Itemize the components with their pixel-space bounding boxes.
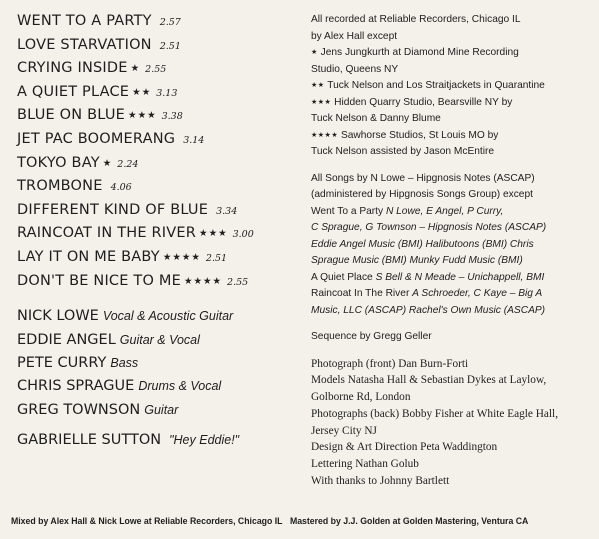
track-duration: 2.55	[145, 64, 167, 76]
recording-exception-1-cont: Studio, Queens NY	[311, 63, 399, 75]
track-12	[17, 270, 285, 294]
track-stars: ★	[130, 63, 141, 75]
musician-name: GABRIELLE SUTTON	[17, 432, 162, 449]
publishing-line: (administered by Hipgnosis Songs Group) except	[311, 189, 533, 200]
star-icon: ★★★	[311, 98, 332, 106]
musician-role: "Hey Eddie!"	[169, 433, 240, 448]
credit-line: Jersey City NJ	[311, 424, 377, 437]
credit-line: Photograph (front) Dan Burn-Forti	[311, 357, 469, 370]
publishing-line: C Sprague, G Townson – Hipgnosis Notes (ASCAP)	[311, 222, 547, 233]
credits-column	[311, 12, 593, 490]
track-duration: 3.00	[232, 229, 254, 241]
spacer	[311, 319, 593, 329]
musician-role: Vocal & Acoustic Guitar	[102, 309, 234, 324]
publishing-line: Eddie Angel Music (BMI) Halibutoons (BMI) Chris	[311, 238, 534, 250]
track-title: CRYING INSIDE	[17, 60, 128, 77]
publishing-line: Raincoat In The River A Schroeder, C Kaye – Big A	[311, 288, 543, 299]
recording-line: All recorded at Reliable Recorders, Chicago IL	[311, 14, 521, 25]
track-duration: 2.51	[159, 40, 181, 52]
track-duration: 2.51	[205, 252, 228, 264]
track-8	[17, 175, 285, 199]
recording-line: by Alex Hall except	[311, 30, 398, 42]
credit-line: Lettering Nathan Golub	[311, 458, 419, 471]
tracklist-column	[17, 10, 285, 452]
musician-name: PETE CURRY	[17, 354, 107, 371]
recording-exception-4-cont: Tuck Nelson assisted by Jason McEntire	[311, 146, 495, 157]
track-7	[17, 152, 285, 176]
track-11	[17, 246, 285, 270]
publishing-line: Sprague Music (BMI) Munky Fudd Music (BMI)	[311, 255, 523, 266]
track-title: LOVE STARVATION	[17, 36, 152, 53]
musician-name: NICK LOWE	[17, 308, 99, 325]
track-duration: 4.06	[110, 182, 132, 194]
mastered-credit: Mastered by J.J. Golden at Golden Mastering, Ventura CA	[289, 515, 529, 526]
track-stars: ★★★★	[183, 275, 223, 287]
musician-5	[17, 399, 285, 422]
track-stars: ★	[102, 157, 113, 169]
track-title: A QUIET PLACE	[17, 83, 130, 100]
track-duration: 3.38	[161, 111, 183, 123]
track-6	[17, 128, 285, 152]
footer-credits	[11, 515, 555, 526]
recording-exception-2: ★★ Tuck Nelson and Los Straitjackets in Quarantine	[311, 80, 545, 91]
track-title: WENT TO A PARTY	[17, 13, 152, 29]
track-duration: 3.34	[216, 205, 238, 217]
musician-role: Guitar & Vocal	[119, 332, 200, 347]
track-3	[17, 57, 285, 81]
track-title: TOKYO BAY	[17, 154, 100, 171]
track-2	[17, 34, 285, 58]
track-title: DIFFERENT KIND OF BLUE	[17, 201, 209, 218]
track-title: TROMBONE	[17, 178, 103, 195]
publishing-line: Music, LLC (ASCAP) Rachel's Own Music (ASCAP)	[311, 304, 546, 316]
track-stars: ★★★	[128, 110, 157, 122]
spacer	[311, 346, 593, 356]
track-duration: 2.55	[227, 276, 249, 288]
sequence-credit: Sequence by Gregg Geller	[311, 331, 432, 342]
track-duration: 2.57	[159, 17, 181, 28]
recording-exception-4: ★★★★ Sawhorse Studios, St Louis MO by	[311, 129, 499, 141]
musician-2	[17, 329, 285, 352]
track-9	[17, 199, 285, 223]
musician-role: Guitar	[144, 402, 179, 417]
credit-line: Models Natasha Hall & Sebastian Dykes at Laylow,	[311, 374, 547, 387]
musician-1	[17, 305, 285, 328]
track-duration: 2.24	[117, 158, 139, 170]
track-title: JET PAC BOOMERANG	[17, 130, 176, 147]
track-1	[17, 10, 285, 34]
track-title: LAY IT ON ME BABY	[17, 248, 160, 265]
musician-role: Drums & Vocal	[138, 379, 222, 394]
recording-credits	[311, 12, 593, 161]
track-title: RAINCOAT IN THE RIVER	[17, 225, 197, 242]
star-icon: ★★★★	[311, 131, 339, 139]
recording-exception-1: ★ Jens Jungkurth at Diamond Mine Recording	[311, 47, 519, 58]
track-title: BLUE ON BLUE	[17, 107, 126, 124]
tracklist	[17, 10, 285, 293]
publishing-line: A Quiet Place S Bell & N Meade – Unichappell, BMI	[311, 271, 545, 283]
track-duration: 3.14	[183, 134, 205, 146]
guest-musician	[17, 429, 285, 452]
publishing-line: All Songs by N Lowe – Hipgnosis Notes (ASCAP)	[311, 172, 535, 184]
recording-exception-3-cont: Tuck Nelson & Danny Blume	[311, 113, 441, 124]
track-duration: 3.13	[156, 87, 178, 99]
mixed-credit: Mixed by Alex Hall & Nick Lowe at Reliable Recorders, Chicago IL	[11, 515, 283, 526]
musician-name: EDDIE ANGEL	[17, 331, 116, 348]
musician-3	[17, 352, 285, 375]
track-stars: ★★	[132, 86, 152, 98]
star-icon: ★★	[311, 82, 325, 89]
track-stars: ★★★★	[162, 251, 201, 263]
musician-name: GREG TOWNSON	[17, 401, 141, 418]
star-icon: ★	[311, 49, 318, 56]
spacer	[311, 161, 593, 171]
track-stars: ★★★	[199, 228, 228, 240]
credit-line: Photographs (back) Bobby Fisher at White Eagle Hall,	[311, 407, 559, 420]
musician-list	[17, 305, 285, 452]
photo-design-credits	[311, 356, 593, 490]
credit-line: Golborne Rd, London	[311, 391, 411, 404]
track-10	[17, 222, 285, 246]
musician-role: Bass	[110, 355, 139, 370]
publishing-credits	[311, 171, 593, 320]
credit-line: Design & Art Direction Peta Waddington	[311, 441, 498, 454]
track-title: DON'T BE NICE TO ME	[17, 272, 181, 289]
musician-name: CHRIS SPRAGUE	[17, 378, 135, 395]
recording-exception-3: ★★★ Hidden Quarry Studio, Bearsville NY by	[311, 96, 513, 108]
track-4	[17, 81, 285, 105]
track-5	[17, 104, 285, 128]
musician-4	[17, 375, 285, 398]
publishing-line: Went To a Party N Lowe, E Angel, P Curry,	[311, 205, 504, 217]
credit-line: With thanks to Johnny Bartlett	[311, 475, 450, 488]
